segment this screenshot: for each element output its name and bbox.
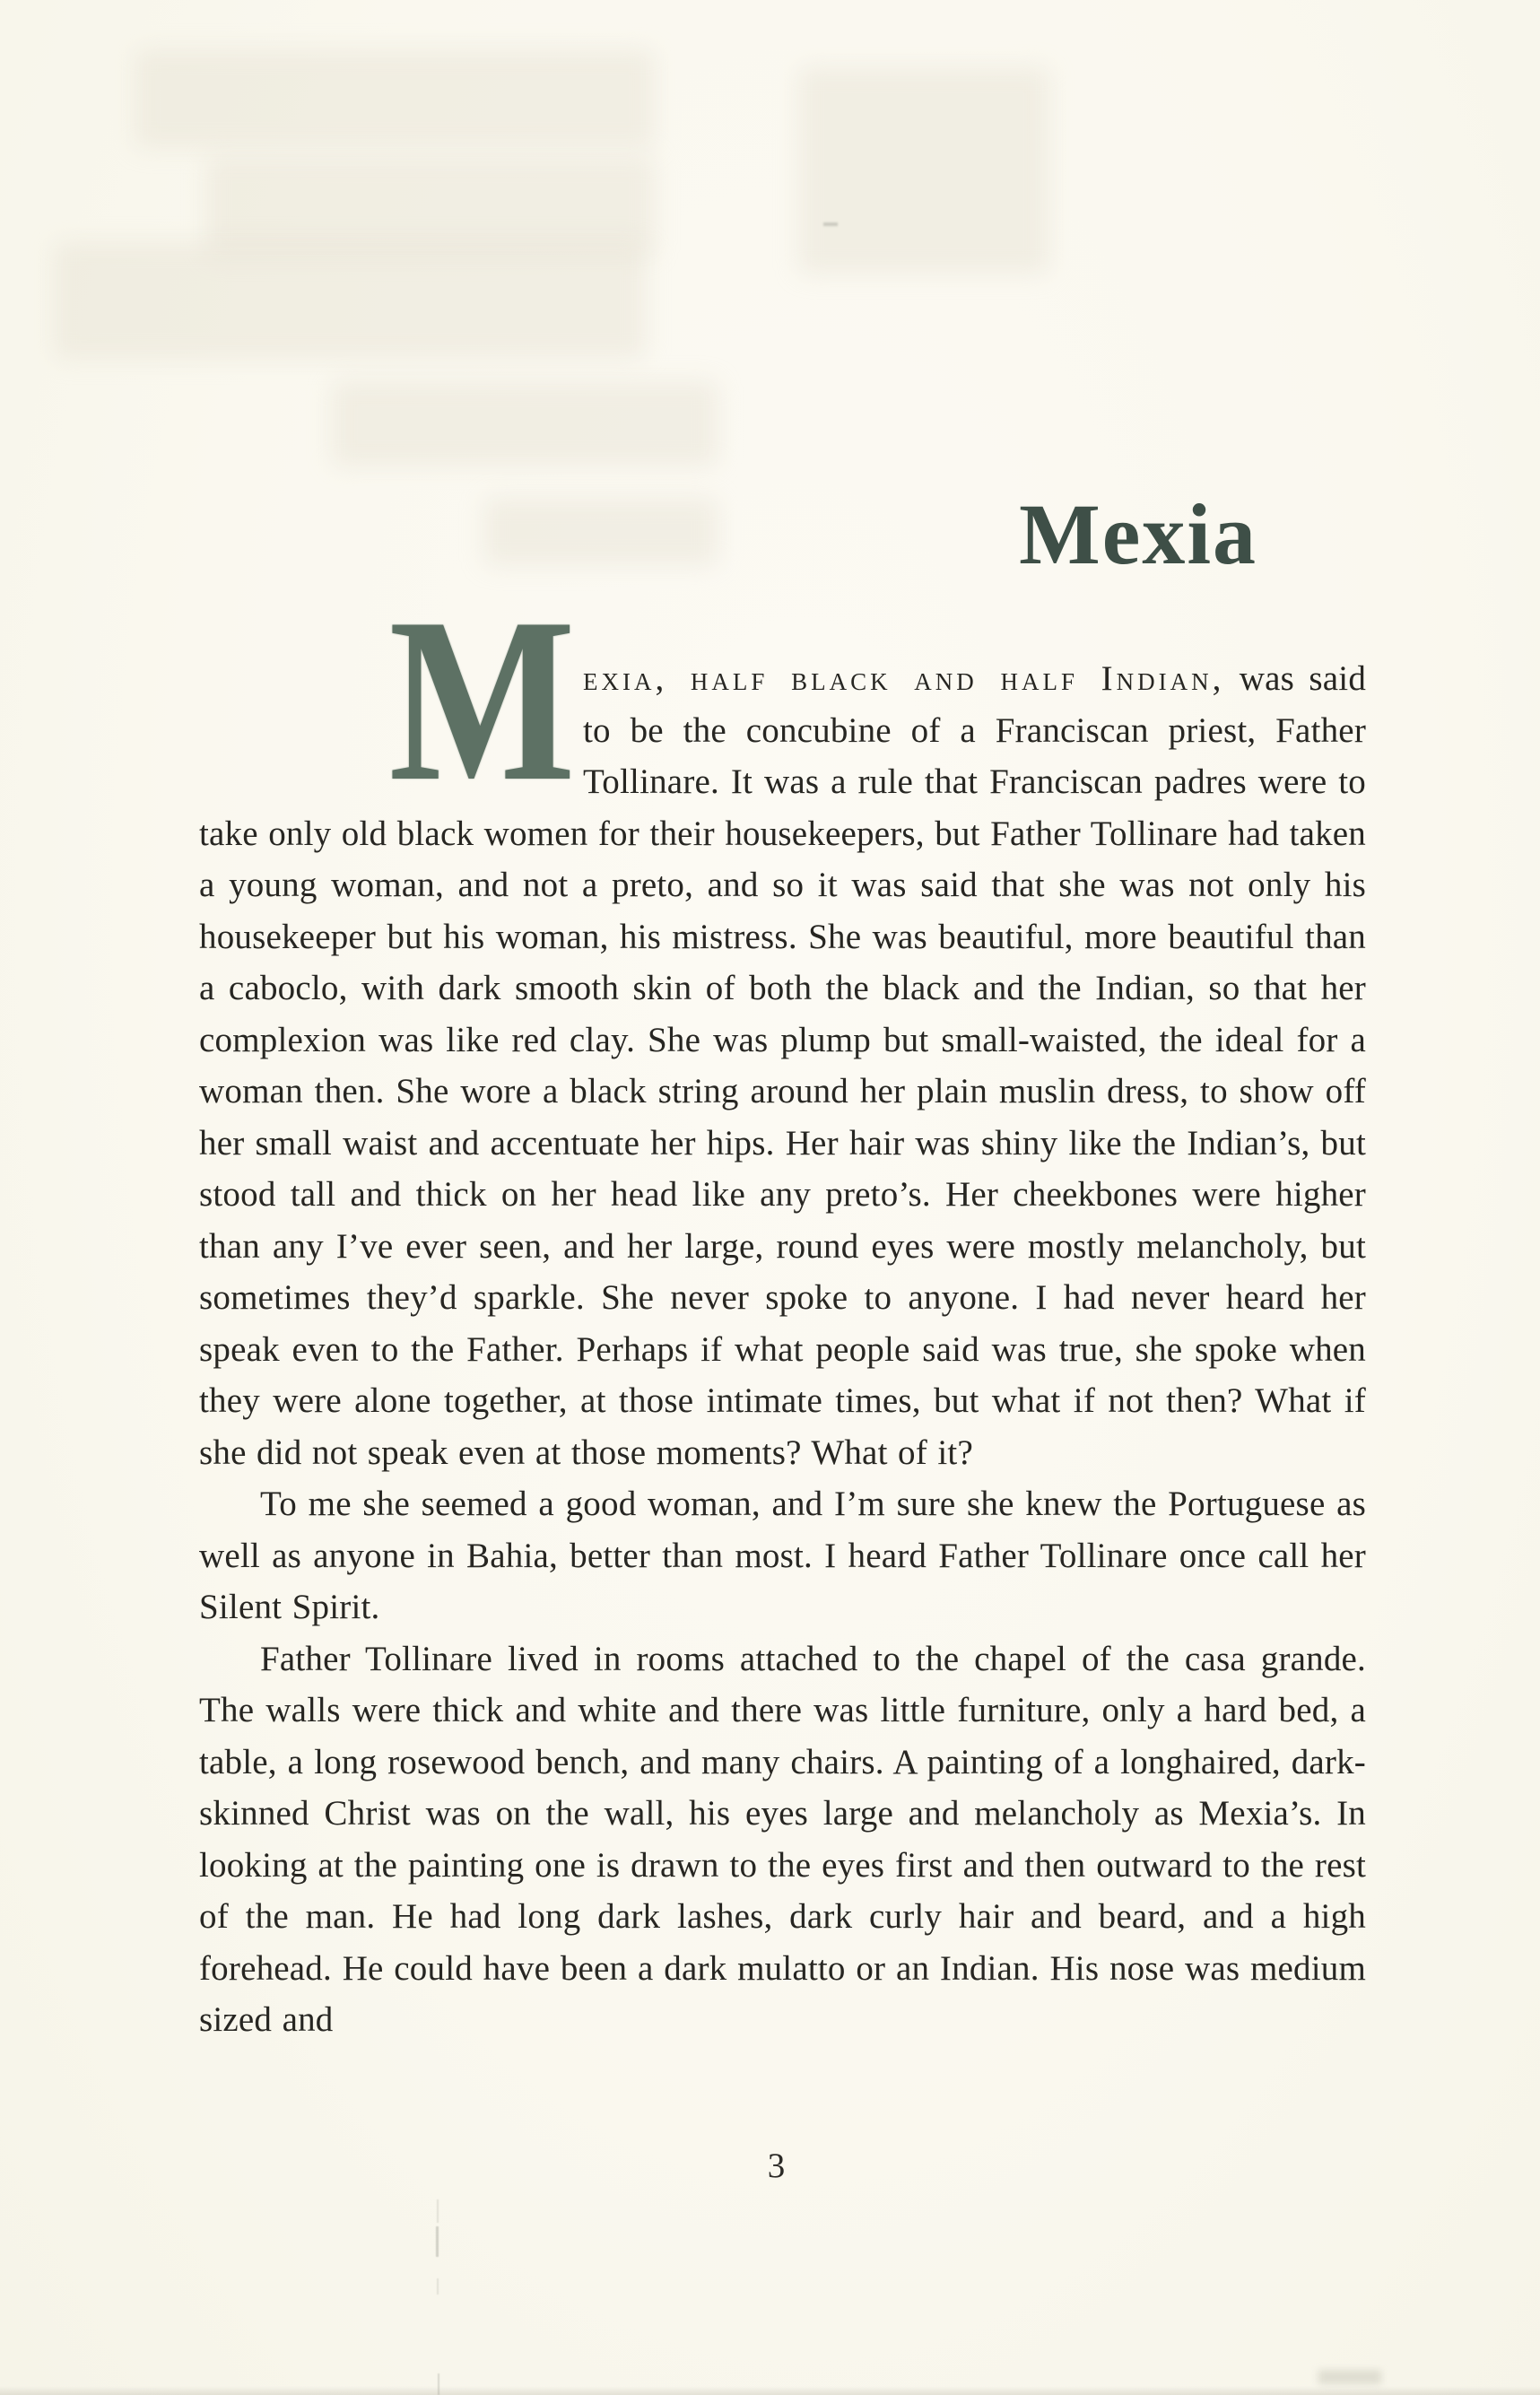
paragraph-text: was said to be the concubine of a Franciscan priest, Father Tollinare. It was a rule that Franciscan padres were to take only old black women for their housekeepers, but Father Tollinare had taken a young woman, and not a preto, and so it was said that she was not only his housekeeper but his woman, his mistress. She was beautiful, more beautiful than a caboclo, with dark smooth skin of both the black and the Indian, so that her complexion was like red clay. She was plump but small-waisted, the ideal for a woman then. She wore a black string around her plain muslin dress, to show off her small waist and accentuate her hips. Her hair was shiny like the Indian’s, but stood tall and thick on her head like any preto’s. Her cheekbones were higher than any I’ve ever seen, and her large, round eyes were mostly melancholy, but sometimes they’d sparkle. She never spoke to anyone. I had never heard her speak even to the Father. Perhaps if what people said was true, she spoke when they were alone together, at those intimate times, but what if not then? What if she did not speak even at those moments? What of it? bbox=[199, 659, 1367, 1472]
scan-mark bbox=[437, 2199, 439, 2223]
body-text-block bbox=[199, 570, 1367, 2046]
paragraph-text: Father Tollinare lived in rooms attached to the chapel of the casa grande. The walls were thick and white and there was little furniture, only a hard bed, a table, a long rosewood bench, and many chairs. A painting of a longhaired, dark-skinned Christ was on the wall, his eyes large and melancholy as Mexia’s. In looking at the painting one is drawn to the eyes first and then outward to the rest of the man. He had long dark lashes, dark curly hair and beard, and a high forehead. He could have been a dark mulatto or an Indian. His nose was medium sized and bbox=[199, 1639, 1366, 2039]
paragraph bbox=[199, 570, 1367, 1478]
smallcaps-opening: exia, half black and half Indian, bbox=[583, 659, 1225, 698]
scan-edge-shadow bbox=[0, 2386, 1540, 2395]
paragraph bbox=[199, 1633, 1366, 2046]
scan-mark bbox=[438, 2373, 439, 2395]
paragraph-text: To me she seemed a good woman, and I’m sure she knew the Portuguese as well as anyone in Bahia, better than most. I heard Father Tollinare once call her Silent Spirit. bbox=[199, 1485, 1366, 1626]
dropcap-letter: M bbox=[388, 570, 576, 830]
scan-mark bbox=[437, 2278, 439, 2295]
page-number: 3 bbox=[767, 2147, 786, 2185]
chapter-title: Mexia bbox=[1019, 486, 1257, 582]
scan-smudge bbox=[1318, 2370, 1381, 2384]
paragraph bbox=[199, 1478, 1366, 1633]
scan-mark bbox=[436, 2226, 439, 2257]
dropcap-box bbox=[199, 570, 583, 830]
